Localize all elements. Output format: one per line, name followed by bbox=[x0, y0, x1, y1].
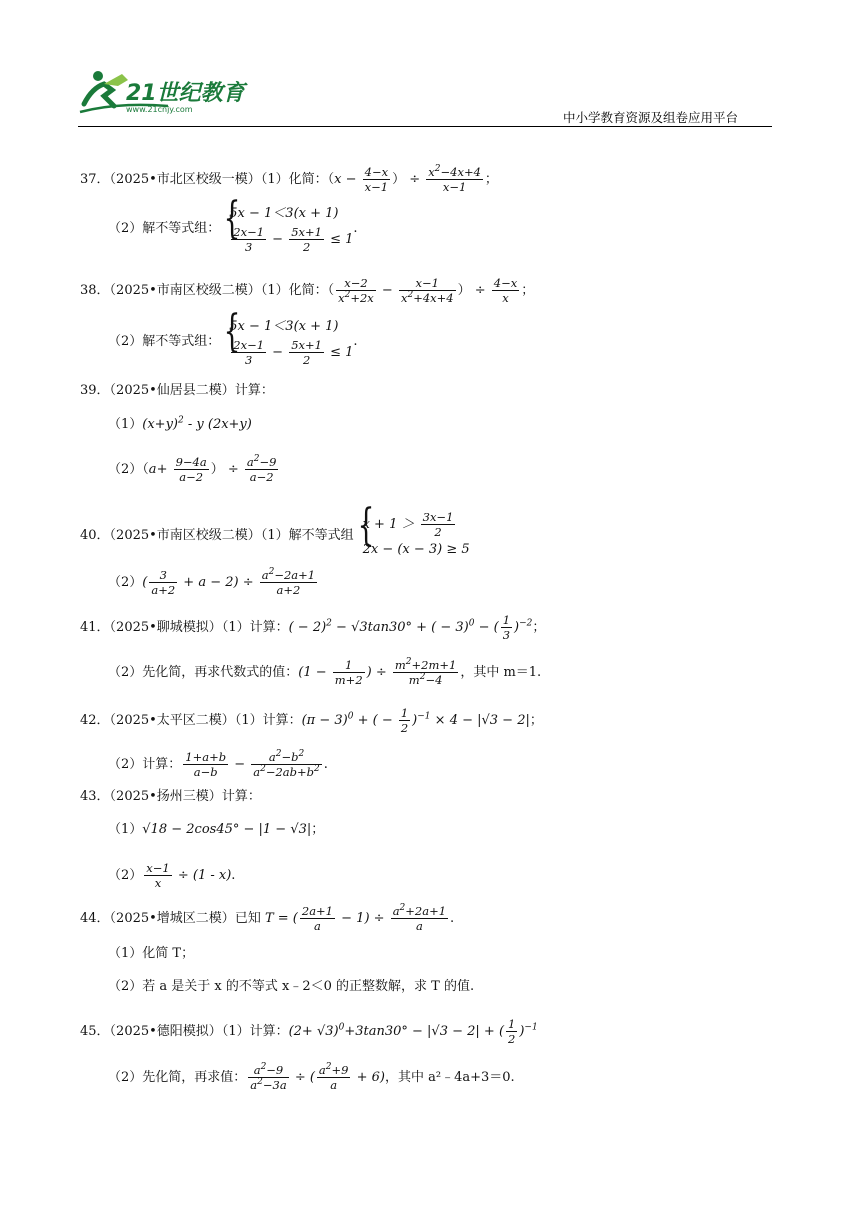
problem-41: 41．（2025•聊城模拟）（1）计算：( − 2)$^2$ − √3tan30° + ( − 3)$^0$ − ( $\frac{1}{3}$ )$^{-2}$； bbox=[80, 613, 546, 642]
problem-42: 42．（2025•太平区二模）（1）计算：$(\pi - 3)^0$ + ( − $\frac{1}{2}$ )$^{-1}$ × 4 − |√3 − 2|； bbox=[80, 706, 543, 735]
problem-38-part-2: （2）解不等式组： { 5x − 1＜3(x + 1) $\frac{2x-1}{3}$ − $\frac{5x+1}{2}$ ≤ 1 . bbox=[108, 306, 358, 367]
problem-45-part-2: （2）先化简，再求值： $\frac{a^2-9}{a^2-3a}$ ÷ ( $\frac{a^2+9}{a}$ + 6)，其中 a²﹣4a+3＝0. bbox=[108, 1062, 515, 1092]
page-header bbox=[78, 66, 772, 128]
problem-39-part-1: $(1)(x+y)^2 - y$ (2x+y) bbox=[108, 415, 252, 432]
problem-41-part-2: （2）先化简，再求代数式的值：(1 − $\frac{1}{m+2}$ ) ÷ $\frac{m^2+2m+1}{m^2-4}$ ，其中 m＝1. bbox=[108, 657, 542, 687]
header-divider bbox=[78, 126, 772, 127]
problem-38: 38．（2025•市南区校级二模）（1）化简：（ $\frac{x-2}{x^2+2x}$ − $\frac{x-1}{x^2+4x+4}$ ） ÷ $\frac{4-x}{x}$ ； bbox=[80, 276, 535, 305]
logo-text: 21世纪教育 bbox=[126, 81, 245, 106]
problem-43-part-1: （1）√18 − 2cos45° − |1 − √3|； bbox=[108, 822, 325, 837]
problem-44-part-2: （2）若 a 是关于 x 的不等式 x﹣2＜0 的正整数解，求 T 的值. bbox=[108, 979, 475, 994]
problem-39: 39．（2025•仙居县二模）计算： bbox=[80, 383, 274, 398]
logo-21cnjy bbox=[78, 66, 258, 118]
problem-44: 44．（2025•增城区二模）已知 T = ( $\frac{2a+1}{a}$ − 1) ÷ $\frac{a^2+2a+1}{a}$ . bbox=[80, 903, 455, 933]
problem-44-part-1: （1）化简 T； bbox=[108, 946, 195, 961]
problem-43-part-2: （2） $\frac{x-1}{x}$ ÷ (1 - x). bbox=[108, 861, 236, 890]
problem-40: 40．（2025•市南区校级二模）（1）解不等式组 { x + 1 ＞ $\frac{3x-1}{2}$ 2x − (x − 3) ≥ 5 bbox=[80, 500, 470, 557]
problem-42-part-2: （2）计算： $\frac{1+a+b}{a-b}$ − $\frac{a^2-b^2}{a^2-2ab+b^2}$ . bbox=[108, 749, 328, 779]
problem-45: 45．（2025•德阳模拟）（1）计算：$(2+ √3)^0+3\tan 30^\circ - |√3 - 2|$ + ( $\frac{1}{2}$ )$^{-1}$ bbox=[80, 1017, 538, 1046]
problem-39-part-2: （2）（a+ $\frac{9-4a}{a-2}$ ） ÷ $\frac{a^2-9}{a-2}$ bbox=[108, 454, 277, 484]
logo-url-text: www.21cnjy.com bbox=[126, 105, 193, 114]
problem-43: 43．（2025•扬州三模）计算： bbox=[80, 789, 261, 804]
problem-37: 37．（2025•市北区校级一模）（1）化简：（x − $\frac{4-x}{x-1}$ ） ÷ $\frac{x^2-4x+4}{x-1}$ ； bbox=[80, 164, 498, 194]
problem-40-part-2: （2）( $\frac{3}{a+2}$ + a − 2) ÷ $\frac{a^2-2a+1}{a+2}$ bbox=[108, 567, 316, 597]
problem-37-part-2: （2）解不等式组： { 5x − 1＜3(x + 1) $\frac{2x-1}{3}$ − $\frac{5x+1}{2}$ ≤ 1 . bbox=[108, 193, 358, 254]
platform-title: 中小学教育资源及组卷应用平台 bbox=[562, 110, 738, 125]
